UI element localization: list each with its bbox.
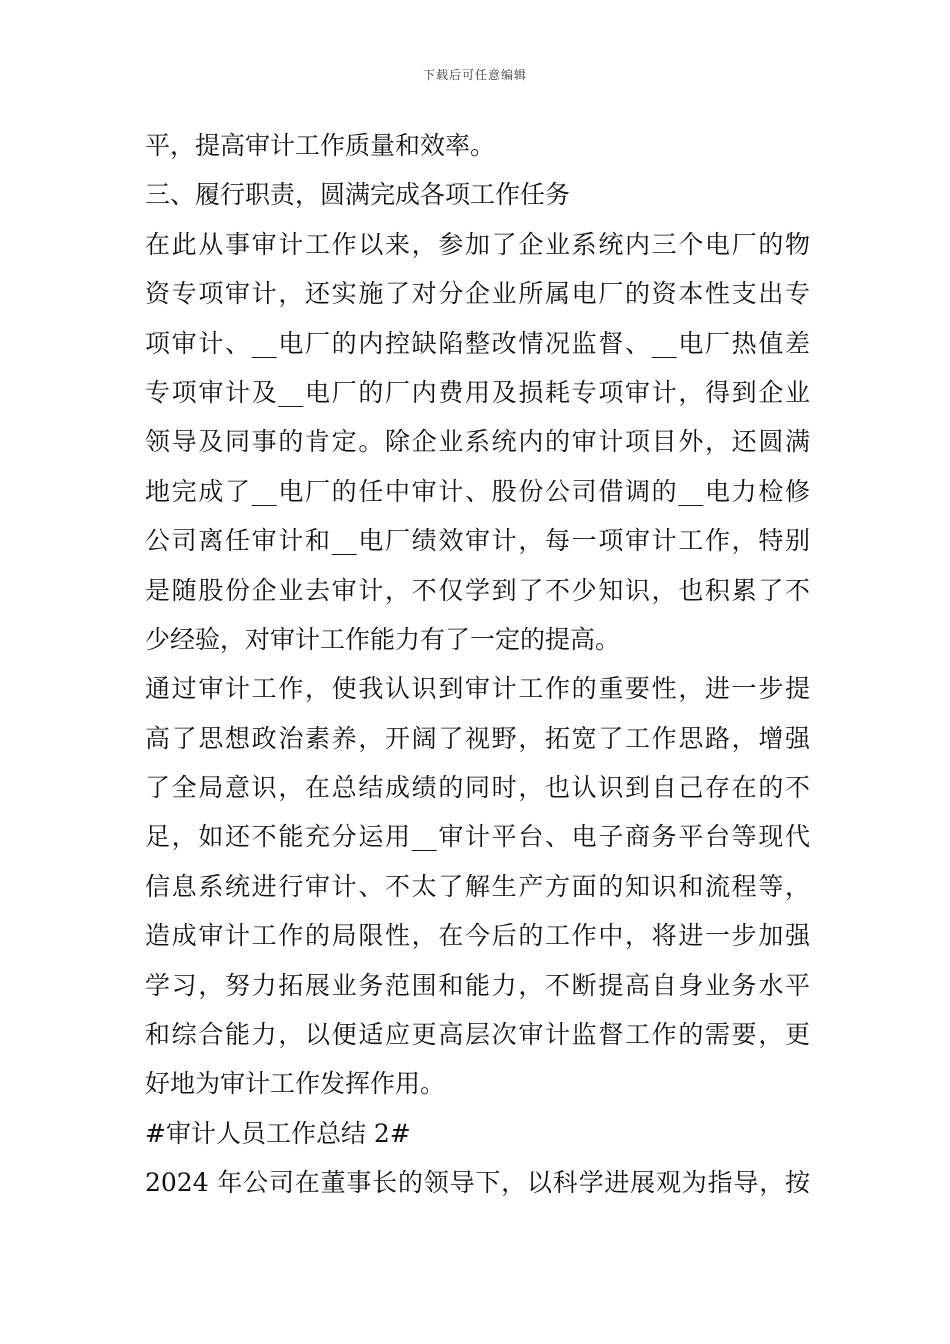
text-line: 资专项审计，还实施了对分企业所属电厂的资本性支出专 xyxy=(145,279,810,309)
text-line: 了全局意识，在总结成绩的同时，也认识到自己存在的不 xyxy=(145,773,810,803)
text-line: 好地为审计工作发挥作用。 xyxy=(145,1069,446,1099)
section-heading: 三、履行职责，圆满完成各项工作任务 xyxy=(145,180,571,210)
text-line: 高了思想政治素养，开阔了视野，拓宽了工作思路，增强 xyxy=(145,723,810,753)
text-line: 公司离任审计和__电厂绩效审计，每一项审计工作，特别 xyxy=(145,526,810,556)
text-line: 少经验，对审计工作能力有了一定的提高。 xyxy=(145,624,621,654)
text-line: 和综合能力，以便适应更高层次审计监督工作的需要，更 xyxy=(145,1020,810,1050)
text-line: 平，提高审计工作质量和效率。 xyxy=(145,131,496,160)
text-line: 造成审计工作的局限性，在今后的工作中，将进一步加强 xyxy=(145,921,810,951)
text-line: 通过审计工作，使我认识到审计工作的重要性，进一步提 xyxy=(145,674,810,704)
subsection-title: #审计人员工作总结 2# xyxy=(145,1118,411,1148)
text-line: 专项审计及__电厂的厂内费用及损耗专项审计，得到企业 xyxy=(145,377,810,407)
text-line: 足，如还不能充分运用__审计平台、电子商务平台等现代 xyxy=(145,822,810,852)
body-text xyxy=(145,121,810,1208)
text-line: 学习，努力拓展业务范围和能力，不断提高自身业务水平 xyxy=(145,970,810,1000)
text-line: 是随股份企业去审计，不仅学到了不少知识，也积累了不 xyxy=(145,575,810,605)
text-line: 在此从事审计工作以来，参加了企业系统内三个电厂的物 xyxy=(145,229,810,259)
text-line: 项审计、__电厂的内控缺陷整改情况监督、__电厂热值差 xyxy=(145,328,810,358)
text-line: 地完成了__电厂的任中审计、股份公司借调的__电力检修 xyxy=(145,476,810,506)
text-line: 领导及同事的肯定。除企业系统内的审计项目外，还圆满 xyxy=(145,427,810,457)
text-line: 2024 年公司在董事长的领导下，以科学进展观为指导，按 xyxy=(145,1168,810,1198)
text-line: 信息系统进行审计、不太了解生产方面的知识和流程等， xyxy=(145,871,810,901)
page-header-note: 下载后可任意编辑 xyxy=(422,68,527,82)
